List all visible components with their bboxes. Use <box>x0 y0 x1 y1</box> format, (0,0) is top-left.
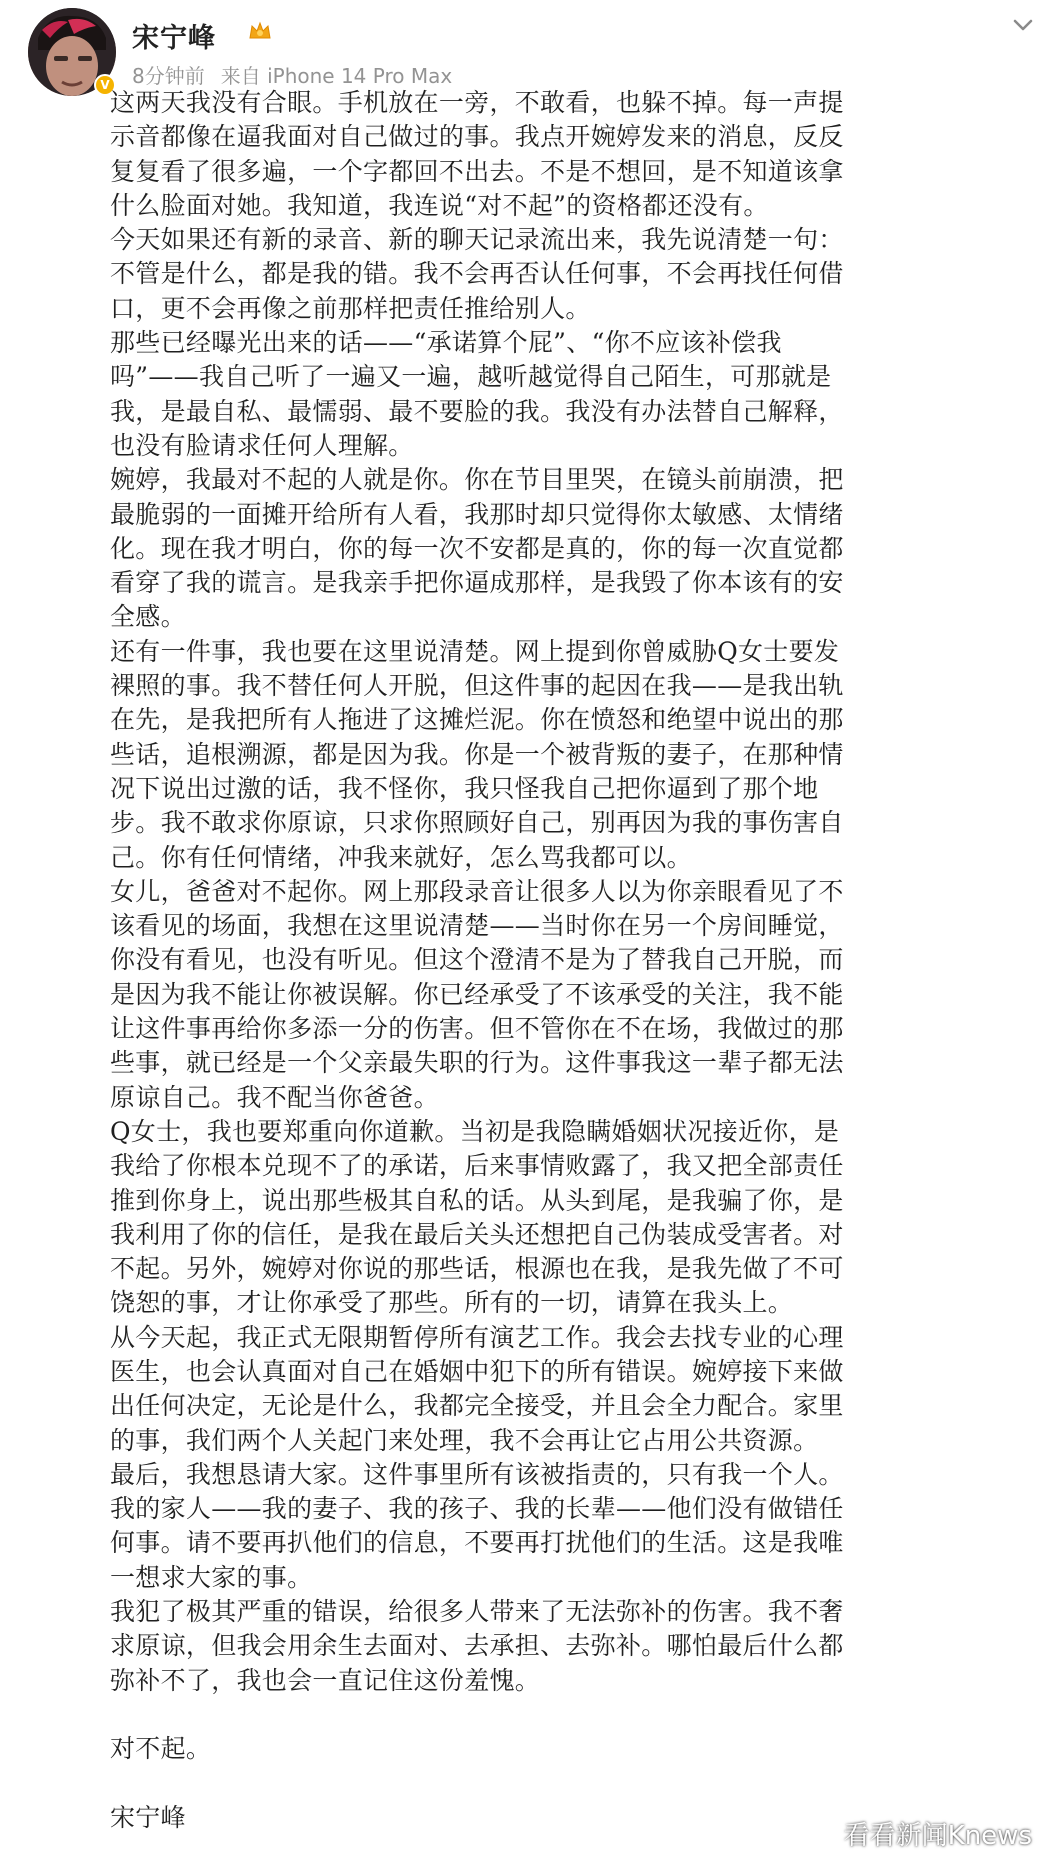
crown-icon <box>248 20 272 42</box>
paragraph: 那些已经曝光出来的话——“承诺算个屁”、“你不应该补偿我吗”——我自己听了一遍又一遍，越听越觉得自己陌生，可那就是我，是最自私、最懦弱、最不要脸的我。我没有办法替自己解释，也没有脸请求任何人理解。 <box>110 328 844 460</box>
paragraph: 女儿，爸爸对不起你。网上那段录音让很多人以为你亲眼看见了不该看见的场面，我想在这里说清楚——当时你在另一个房间睡觉，你没有看见，也没有听见。但这个澄清不是为了替我自己开脱，而是因为我不能让你被误解。你已经承受了不该承受的关注，我不能让这件事再给你多添一分的伤害。但不管你在不在场，我做过的那些事，就已经是一个父亲最失职的行为。这件事我这一辈子都无法原谅自己。我不配当你爸爸。 <box>110 876 844 1112</box>
paragraph: 这两天我没有合眼。手机放在一旁，不敢看，也躲不掉。每一声提示音都像在逼我面对自己做过的事。我点开婉婷发来的消息，反反复复看了很多遍，一个字都回不出去。不是不想回，是不知道该拿什么脸面对她。我知道，我连说“对不起”的资格都还没有。 <box>110 88 844 220</box>
paragraph: 今天如果还有新的录音、新的聊天记录流出来，我先说清楚一句：不管是什么，都是我的错。我不会再否认任何事，不会再找任何借口，更不会再像之前那样把责任推给别人。 <box>110 225 844 323</box>
paragraph: 我犯了极其严重的错误，给很多人带来了无法弥补的伤害。我不奢求原谅，但我会用余生去面对、去承担、去弥补。哪怕最后什么都弥补不了，我也会一直记住这份羞愧。 <box>110 1597 844 1695</box>
signature: 宋宁峰 <box>110 1802 186 1832</box>
paragraph: 从今天起，我正式无限期暂停所有演艺工作。我会去找专业的心理医生，也会认真面对自己在婚姻中犯下的所有错误。婉婷接下来做出任何决定，无论是什么，我都完全接受，并且会全力配合。家里的事，我们两个人关起门来处理，我不会再让它占用公共资源。 <box>110 1322 844 1455</box>
paragraph: 最后，我想恳请大家。这件事里所有该被指责的，只有我一个人。我的家人——我的妻子、我的孩子、我的长辈——他们没有做错任何事。请不要再扒他们的信息，不要再打扰他们的生活。这是我唯一想求大家的事。 <box>110 1459 844 1592</box>
post-time: 8分钟前 <box>132 64 205 88</box>
post-content <box>110 86 860 1835</box>
verified-badge-icon: V <box>94 74 116 96</box>
spacer <box>110 1767 860 1801</box>
paragraph: Q女士，我也要郑重向你道歉。当初是我隐瞒婚姻状况接近你，是我给了你根本兑现不了的承诺，后来事情败露了，我又把全部责任推到你身上，说出那些极其自私的话。从头到尾，是我骗了你，是我利用了你的信任，是我在最后关头还想把自己伪装成受害者。对不起。另外，婉婷对你说的那些话，根源也在我，是我先做了不可饶恕的事，才让你承受了那些。所有的一切，请算在我头上。 <box>110 1116 844 1318</box>
watermark <box>802 1815 1032 1852</box>
paragraph: 还有一件事，我也要在这里说清楚。网上提到你曾威胁Q女士要发裸照的事。我不替任何人开脱，但这件事的起因在我——是我出轨在先，是我把所有人拖进了这摊烂泥。你在愤怒和绝望中说出的那些话，追根溯源，都是因为我。你是一个被背叛的妻子，在那种情况下说出过激的话，我不怪你，我只怪我自己把你逼到了那个地步。我不敢求你原谅，只求你照顾好自己，别再因为我的事伤害自己。你有任何情绪，冲我来就好，怎么骂我都可以。 <box>110 636 844 872</box>
post-meta <box>132 60 452 89</box>
chevron-down-icon[interactable] <box>1008 10 1038 40</box>
closing-line: 对不起。 <box>110 1734 212 1764</box>
weibo-logo-icon <box>802 1820 836 1848</box>
username[interactable]: 宋宁峰 <box>132 23 216 54</box>
paragraph: 婉婷，我最对不起的人就是你。你在节目里哭，在镜头前崩溃，把最脆弱的一面摊开给所有人看，我那时却只觉得你太敏感、太情绪化。现在我才明白，你的每一次不安都是真的，你的每一次直觉都看穿了我的谎言。是我亲手把你逼成那样，是我毁了你本该有的安全感。 <box>110 465 844 632</box>
post-source: 来自 iPhone 14 Pro Max <box>220 64 453 88</box>
spacer <box>110 1698 860 1732</box>
watermark-text: 看看新闻Knews <box>843 1821 1032 1851</box>
